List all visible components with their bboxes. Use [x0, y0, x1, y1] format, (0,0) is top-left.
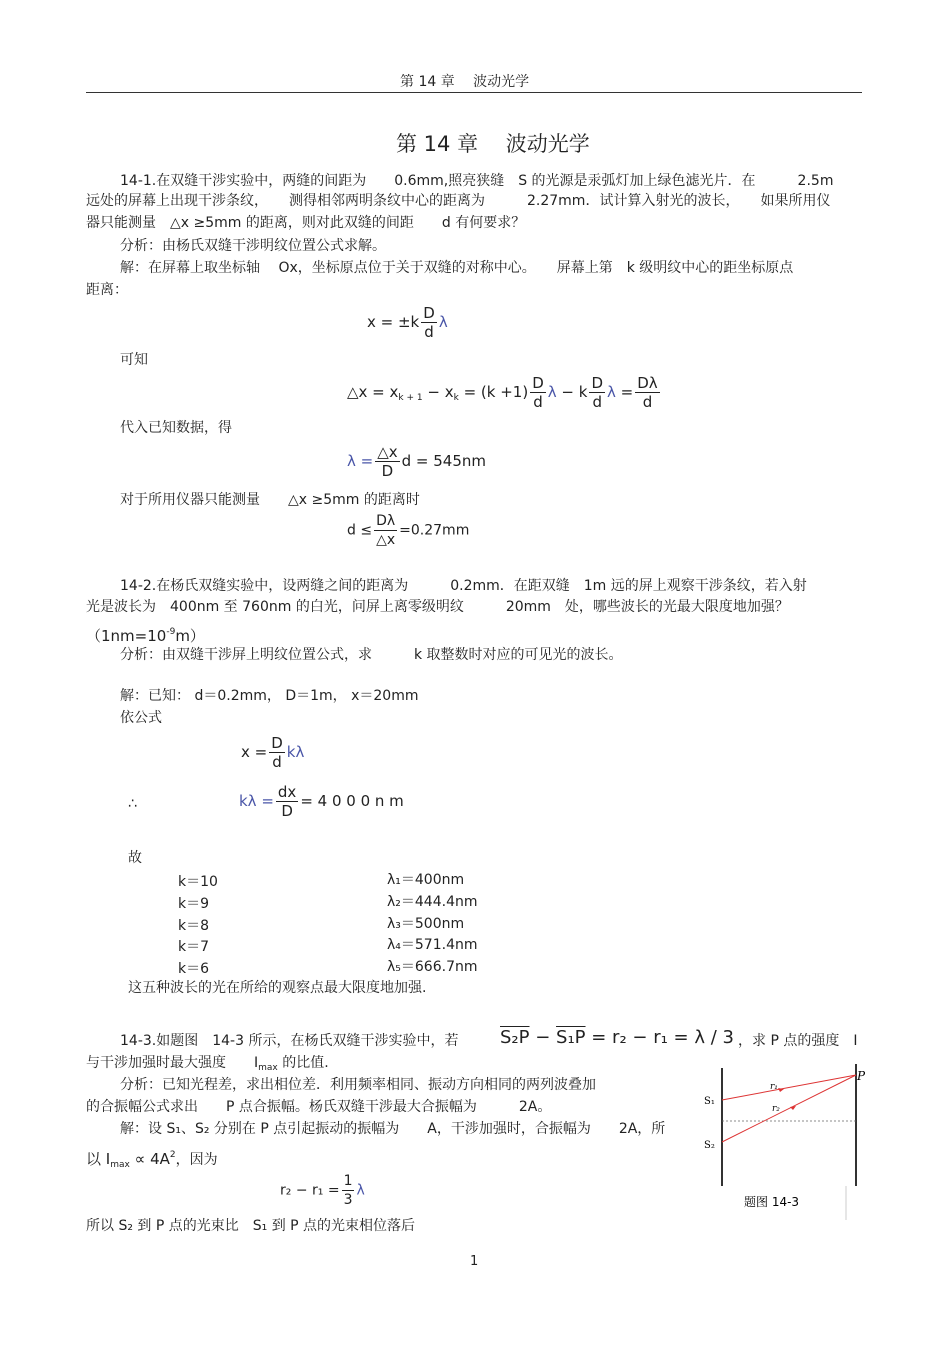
p3-analysis-2: 的合振幅公式求出 P 点合振幅。杨氏双缝干涉最大合振幅为 2A。 [86, 1099, 552, 1115]
label-r2: r₂ [772, 1104, 780, 1114]
p3-last-line: 所以 S₂ 到 P 点的光束比 S₁ 到 P 点的光束相位落后 [86, 1218, 416, 1234]
p3-path-difference-eq: S₂P − S₁P = r₂ − r₁ = λ / 3 [500, 1027, 734, 1048]
p2-row-k: k＝9 [178, 896, 210, 912]
p3-analysis-1: 分析：已知光程差，求出相位差．利用频率相同、振动方向相同的两列波叠加 [120, 1077, 596, 1093]
p1-line1: 14-1.在双缝干涉实验中，两缝的间距为 0.6mm,照亮狭缝 S 的光源是汞弧灯加上绿色滤光片．在 2.5m [120, 173, 834, 189]
figure-caption: 题图 14-3 [744, 1195, 800, 1209]
label-S2: S₂ [704, 1140, 715, 1151]
p2-row-lambda: λ₃＝500nm [387, 916, 465, 932]
p2-row-k: k＝7 [178, 939, 210, 955]
label-r1: r₁ [770, 1082, 778, 1092]
p2-row-lambda: λ₂＝444.4nm [387, 894, 478, 910]
p2-line1: 14-2.在杨氏双缝实验中，设两缝之间的距离为 0.2mm．在距双缝 1m 远的屏上观察干涉条纹，若入射 [120, 578, 807, 594]
p1-eq4: d ≤ $\frac{D\lambda}{\triangle x}$ =0.27mm [347, 513, 470, 548]
p1-eq3: λ = $\frac{\triangle x}{D}$ d = 545nm [347, 443, 487, 480]
p1-analysis: 分析：由杨氏双缝干涉明纹位置公式求解。 [120, 238, 386, 254]
p3-solution-2: 以 $I_{max} \propto 4A^2$，因为 [86, 1150, 218, 1170]
p2-line3: $(1nm=10^{-9}m)$ [86, 627, 205, 645]
p1-dairu: 代入已知数据，得 [120, 420, 232, 436]
p3-line2: 与干涉加强时最大强度 $I_{max}$ 的比值. [86, 1055, 329, 1073]
p2-row-lambda: λ₅＝666.7nm [387, 959, 478, 975]
running-header: 第 14 章 波动光学 [400, 74, 530, 90]
p2-row-k: k＝10 [178, 874, 218, 890]
p1-eq1: x = ±k $\frac{D}{d}$ λ [367, 304, 448, 341]
p2-eq2: kλ = $\frac{dx}{D}$ = 4 0 0 0 n m [239, 783, 404, 820]
ray-r1 [722, 1075, 856, 1100]
label-P: P [857, 1069, 865, 1083]
p1-kezhi: 可知 [120, 352, 148, 368]
p2-eq1: x = $\frac{D}{d}$ kλ [241, 734, 305, 771]
p1-solution-1: 解：在屏幕上取坐标轴 Ox，坐标原点位于关于双缝的对称中心。 屏幕上第 k 级明纹中心的距坐标原点 [120, 260, 794, 276]
p2-gu: 故 [128, 850, 142, 866]
p2-row-lambda: λ₄＝571.4nm [387, 937, 478, 953]
p1-line2: 远处的屏幕上出现干涉条纹， 测得相邻两明条纹中心的距离为 2.27mm．试计算入射光的波长， 如果所用仪 [86, 193, 831, 209]
label-S1: S₁ [704, 1096, 715, 1107]
header-rule [86, 92, 862, 93]
p3-line1-a: 14-3.如题图 14-3 所示，在杨氏双缝干涉实验中，若 [120, 1033, 459, 1049]
p1-solution-2: 距离： [86, 282, 128, 298]
p1-line3: 器只能测量 △x ≥5mm 的距离，则对此双缝的间距 d 有何要求？ [86, 215, 526, 231]
p2-line2: 光是波长为 400nm 至 760nm 的白光，问屏上离零级明纹 20mm 处，哪些波长的光最大限度地加强？ [86, 599, 789, 615]
chapter-title: 第 14 章 波动光学 [396, 132, 590, 156]
p3-eq-r2-r1: r₂ − r₁ = $\frac{1}{3}$ λ [280, 1173, 365, 1208]
ray-r2 [722, 1075, 856, 1142]
p1-duiyu: 对于所用仪器只能测量 △x ≥5mm 的距离时 [120, 492, 420, 508]
p2-given: 解：已知： d＝0.2mm， D＝1m， x＝20mm [120, 688, 419, 704]
p1-eq2: △x = $x_{k + 1} - x_k = (k +1)$ $\frac{D}{d}$ λ − k $\frac{D}{d}$ λ = $\frac{D\lambda}{d}$ [347, 374, 658, 411]
p2-analysis: 分析：由双缝干涉屏上明纹位置公式，求 k 取整数时对应的可见光的波长。 [120, 647, 623, 663]
figure-14-3 [700, 1058, 865, 1228]
p2-conclusion: 这五种波长的光在所给的观察点最大限度地加强. [128, 980, 427, 996]
p3-solution-1: 解：设 S₁、S₂ 分别在 P 点引起振动的振幅为 A，干涉加强时，合振幅为 2A，所 [120, 1121, 666, 1137]
p2-yigongshi: 依公式 [120, 710, 162, 726]
p3-line1-b: ，求 P 点的强度 I [738, 1033, 858, 1049]
p2-row-lambda: λ₁＝400nm [387, 872, 465, 888]
p2-row-k: k＝8 [178, 918, 210, 934]
p2-row-k: k＝6 [178, 961, 210, 977]
page-number: 1 [470, 1254, 479, 1269]
p2-therefore: ∴ [128, 796, 137, 812]
